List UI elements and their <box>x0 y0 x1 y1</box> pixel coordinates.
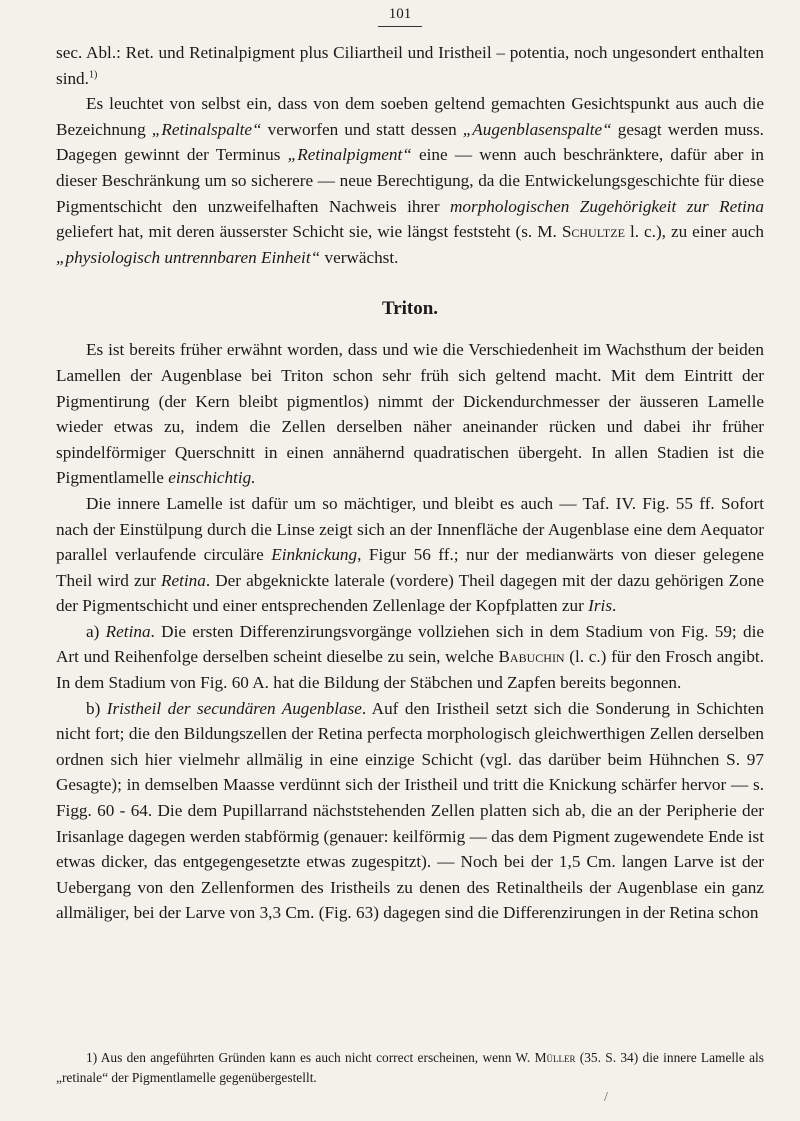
paragraph-retinalspalte: Es leuchtet von selbst ein, dass von dem soeben geltend gemachten Gesichtspunkt aus auch die Bezeichnung „Retinalspalte“ verworfen und statt dessen „Augenblasenspalte“ gesagt werden muss. Dagegen gewinnt der Terminus „Retinalpigment“ eine — wenn auch beschränktere, dafür aber in dieser Beschränkung um so sicherere — neue Berechtigung, da die Entwickelungsgeschichte für diese Pigmentschicht den unzweifelhaften Nachweis ihrer morphologischen Zugehörigkeit zur Retina geliefert hat, mit deren äusserster Schicht sie, wie längst feststeht (s. M. Schultze l. c.), zu einer auch „physiologisch untrennbaren Einheit“ verwächst. <box>56 94 764 267</box>
paragraph-retina: a) Retina. Die ersten Differenzirungsvorgänge vollziehen sich in dem Stadium von Fig. 59; die Art und Reihenfolge derselben scheint dieselbe zu sein, welche Babuchin (l. c.) für den Frosch angibt. In dem Stadium von Fig. 60 A. hat die Bildung der Stäbchen und Zapfen bereits begonnen. <box>56 621 765 693</box>
margin-mark: / <box>604 1090 608 1105</box>
paragraph-continuation: sec. Abl.: Ret. und Retinalpigment plus Ciliartheil und Iristheil – potentia, noch ungesondert enthalten sind.$^{1)}$ <box>56 43 764 88</box>
section-heading: Triton. <box>381 298 439 320</box>
page-number-rule <box>378 26 422 27</box>
paragraph-innere-lamelle: Die innere Lamelle ist dafür um so mächtiger, und bleibt es auch — Taf. IV. Fig. 55 ff. Sofort nach der Einstülpung durch die Linse zeigt sich an der Innenfläche der Augenblase eine dem Aequator parallel verlaufende circuläre Einknickung, Figur 56 ff.; nur der medianwärts von dieser gelegene Theil wird zur Retina. Der abgeknickte laterale (vordere) Theil dagegen mit der dazu gehörigen Zone der Pigmentschicht und einer entsprechenden Zellenlage der Kopfplatten zur Iris. <box>56 493 764 616</box>
footnote: 1) Aus den angeführten Gründen kann es auch nicht correct erscheinen, wenn W. Müller (35. S. 34) die innere Lamelle als „retinale“ der Pigmentlamelle gegenübergestellt. <box>56 1050 764 1085</box>
footnote-reference: 1) <box>88 68 98 80</box>
body-text <box>56 40 764 926</box>
page-number: 101 <box>388 6 412 22</box>
paragraph-triton-lamellen: Es ist bereits früher erwähnt worden, dass und wie die Verschiedenheit im Wachsthum der beiden Lamellen der Augenblase bei Triton schon sehr früh sich geltend macht. Mit dem Eintritt der Pigmentirung (der Kern bleibt pigmentlos) nimmt der Dickendurchmesser der äusseren Lamelle wieder etwas zu, indem die Zellen derselben näher aneinander rücken und dabei ihr früher spindelförmiger Querschnitt in einen annähernd quadratischen übergeht. In allen Stadien ist die Pigmentlamelle einschichtig. <box>56 340 764 488</box>
paragraph-iristheil: b) Iristheil der secundären Augenblase. Auf den Iristheil setzt sich die Sonderung in Schichten nicht fort; die den Bildungszellen der Retina perfecta morphologisch gleichwerthigen Zellen derselben ordnen sich hier vielmehr allmälig in eine einzige Schicht (vgl. das darüber beim Hühnchen S. 97 Gesagte); in demselben Maasse verdünnt sich der Iristheil und tritt die Knickung schärfer hervor — s. Figg. 60 - 64. Die dem Pupillarrand nächststehenden Zellen platten sich ab, die an der Peripherie der Irisanlage dagegen werden stabförmig (genauer: keilförmig — das dem Pigment zugewendete Ende ist etwas dicker, das entgegengesetzte etwas zugespitzt). — Noch bei der 1,5 Cm. langen Larve ist der Uebergang von den Zellenformen des Iristheils zu denen des Retinaltheils der Augenblase ein ganz allmäliger, bei der Larve von 3,3 Cm. (Fig. 63) dagegen sind die Differenzirungen in der Retina schon <box>56 698 764 923</box>
